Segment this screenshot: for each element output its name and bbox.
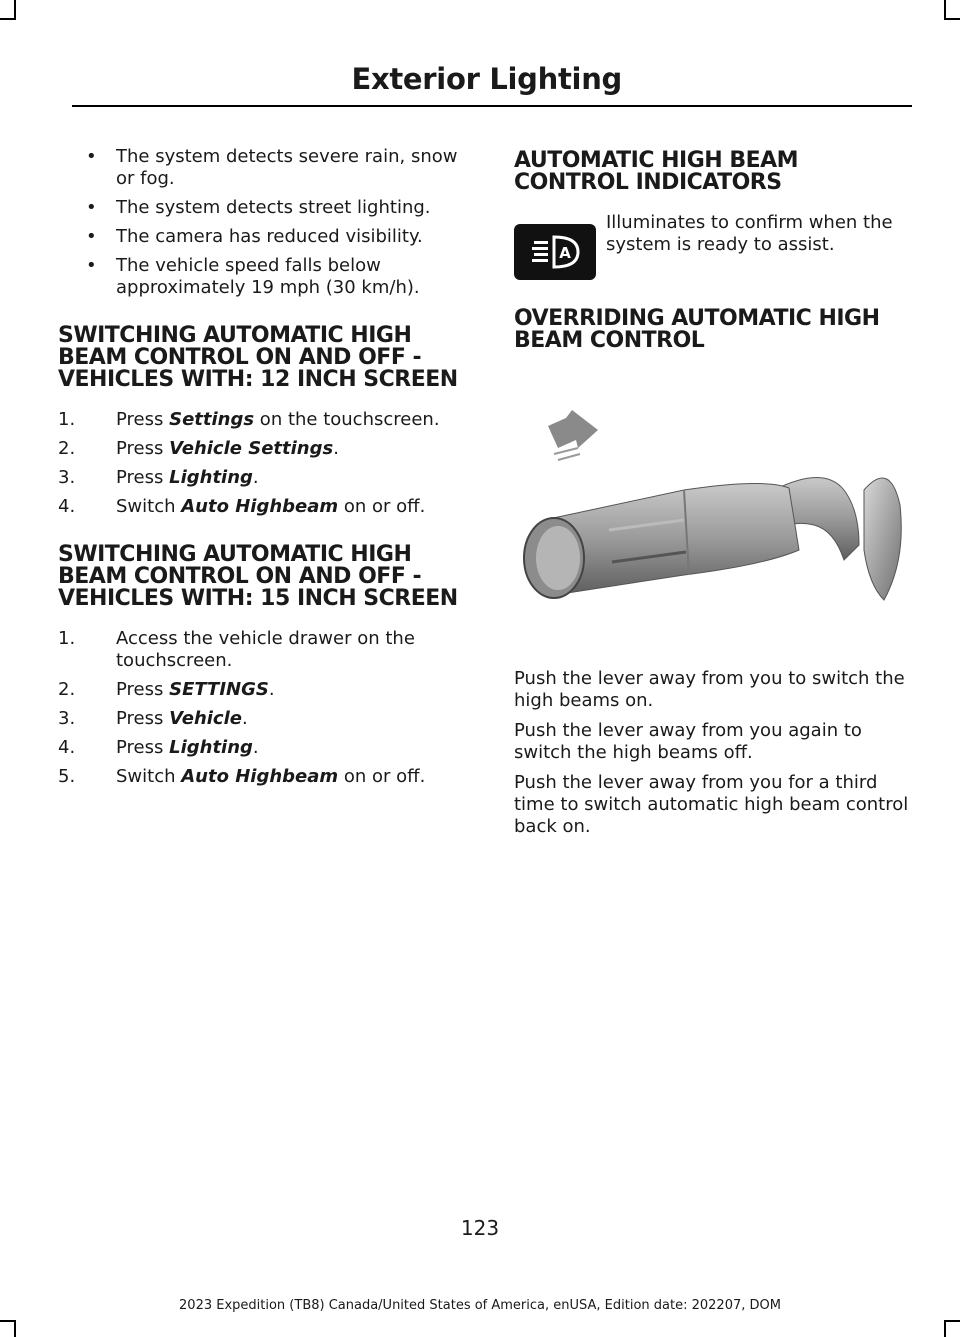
instruction-paragraph: Push the lever away from you for a third time to switch automatic high beam control back on. bbox=[514, 772, 909, 837]
conditions-list bbox=[58, 146, 478, 299]
crop-mark-bottom-left bbox=[14, 1320, 16, 1337]
crop-mark-top-left-h bbox=[0, 18, 16, 20]
step-text-end: . bbox=[268, 679, 275, 700]
steps-15-inch bbox=[58, 628, 478, 788]
right-column bbox=[514, 146, 914, 846]
list-item: • The system detects severe rain, snow or fog. bbox=[86, 146, 458, 189]
section-heading-12-inch: SWITCHING AUTOMATIC HIGH BEAM CONTROL ON AND OFF - VEHICLES WITH: 12 INCH SCREEN bbox=[58, 323, 458, 392]
step-text-end: on or off. bbox=[338, 496, 426, 517]
step-number: 2. bbox=[58, 679, 76, 700]
list-item-text: The system detects street lighting. bbox=[116, 197, 431, 218]
step-item bbox=[58, 438, 478, 460]
instruction-paragraph: Push the lever away from you again to switch the high beams off. bbox=[514, 720, 862, 763]
step-text-end: . bbox=[333, 438, 339, 459]
auto-high-beam-icon bbox=[514, 224, 596, 280]
step-item bbox=[58, 409, 478, 431]
step-text-end: on the touchscreen. bbox=[254, 409, 440, 430]
page-footer: 2023 Expedition (TB8) Canada/United States of America, enUSA, Edition date: 202207, DOM bbox=[179, 1298, 781, 1313]
header-divider bbox=[72, 105, 912, 107]
step-text-end: . bbox=[252, 467, 259, 488]
step-item bbox=[58, 467, 478, 489]
step-emphasis: Vehicle Settings bbox=[169, 438, 334, 459]
step-emphasis: Auto Highbeam bbox=[181, 766, 339, 787]
step-text: Press bbox=[116, 438, 170, 459]
step-emphasis: SETTINGS bbox=[169, 679, 269, 700]
lever-illustration bbox=[514, 370, 914, 620]
crop-mark-top-left bbox=[14, 0, 16, 20]
step-emphasis: Lighting bbox=[169, 737, 253, 758]
step-text-end: . bbox=[241, 708, 248, 729]
section-heading-indicators: AUTOMATIC HIGH BEAM CONTROL INDICATORS bbox=[514, 148, 799, 195]
step-text: Press bbox=[116, 679, 170, 700]
step-item bbox=[58, 766, 478, 788]
list-item-text: The camera has reduced visibility. bbox=[116, 226, 423, 247]
step-number: 1. bbox=[58, 409, 76, 430]
crop-mark-bottom-right bbox=[944, 1320, 946, 1337]
step-emphasis: Settings bbox=[169, 409, 255, 430]
crop-mark-top-right-h bbox=[944, 18, 960, 20]
instruction-paragraph: Push the lever away from you to switch the high beams on. bbox=[514, 668, 905, 711]
step-number: 5. bbox=[58, 766, 76, 787]
step-item bbox=[58, 496, 478, 518]
step-text: Switch bbox=[116, 496, 182, 517]
crop-mark-bottom-left-h bbox=[0, 1320, 16, 1322]
step-item bbox=[58, 679, 478, 701]
indicator-description: Illuminates to confirm when the system is ready to assist. bbox=[606, 212, 893, 255]
step-number: 3. bbox=[58, 467, 76, 488]
steps-12-inch bbox=[58, 409, 478, 518]
step-number: 4. bbox=[58, 496, 76, 517]
step-number: 1. bbox=[58, 628, 76, 649]
step-item bbox=[58, 737, 478, 759]
crop-mark-bottom-right-h bbox=[944, 1320, 960, 1322]
indicator-letter: A bbox=[559, 244, 571, 262]
step-text: Press bbox=[116, 708, 170, 729]
step-number: 2. bbox=[58, 438, 76, 459]
list-item: • The vehicle speed falls below approximately 19 mph (30 km/h). bbox=[86, 255, 420, 298]
step-number: 4. bbox=[58, 737, 76, 758]
list-item-text: The system detects severe rain, snow or fog. bbox=[116, 146, 458, 189]
step-emphasis: Auto Highbeam bbox=[181, 496, 339, 517]
step-text-end: on or off. bbox=[338, 766, 426, 787]
section-heading-override: OVERRIDING AUTOMATIC HIGH BEAM CONTROL bbox=[514, 306, 880, 353]
page-title: Exterior Lighting bbox=[351, 62, 622, 96]
step-text: Access the vehicle drawer on the touchscreen. bbox=[116, 628, 415, 671]
crop-mark-top-right bbox=[944, 0, 946, 20]
push-arrow-icon bbox=[548, 410, 598, 460]
list-item: • The system detects street lighting. bbox=[86, 197, 431, 218]
step-item bbox=[58, 628, 478, 672]
step-emphasis: Lighting bbox=[169, 467, 253, 488]
indicator-row bbox=[514, 212, 914, 272]
step-emphasis: Vehicle bbox=[169, 708, 242, 729]
step-text: Press bbox=[116, 409, 170, 430]
step-number: 3. bbox=[58, 708, 76, 729]
section-heading-15-inch: SWITCHING AUTOMATIC HIGH BEAM CONTROL ON AND OFF - VEHICLES WITH: 15 INCH SCREEN bbox=[58, 542, 458, 611]
step-text: Press bbox=[116, 467, 170, 488]
left-column bbox=[58, 146, 478, 795]
step-item bbox=[58, 708, 478, 730]
step-text: Switch bbox=[116, 766, 182, 787]
list-item: • The camera has reduced visibility. bbox=[86, 226, 423, 247]
step-text-end: . bbox=[252, 737, 259, 758]
page-number: 123 bbox=[460, 1216, 500, 1240]
step-text: Press bbox=[116, 737, 170, 758]
list-item-text: The vehicle speed falls below approximately 19 mph (30 km/h). bbox=[116, 255, 420, 298]
